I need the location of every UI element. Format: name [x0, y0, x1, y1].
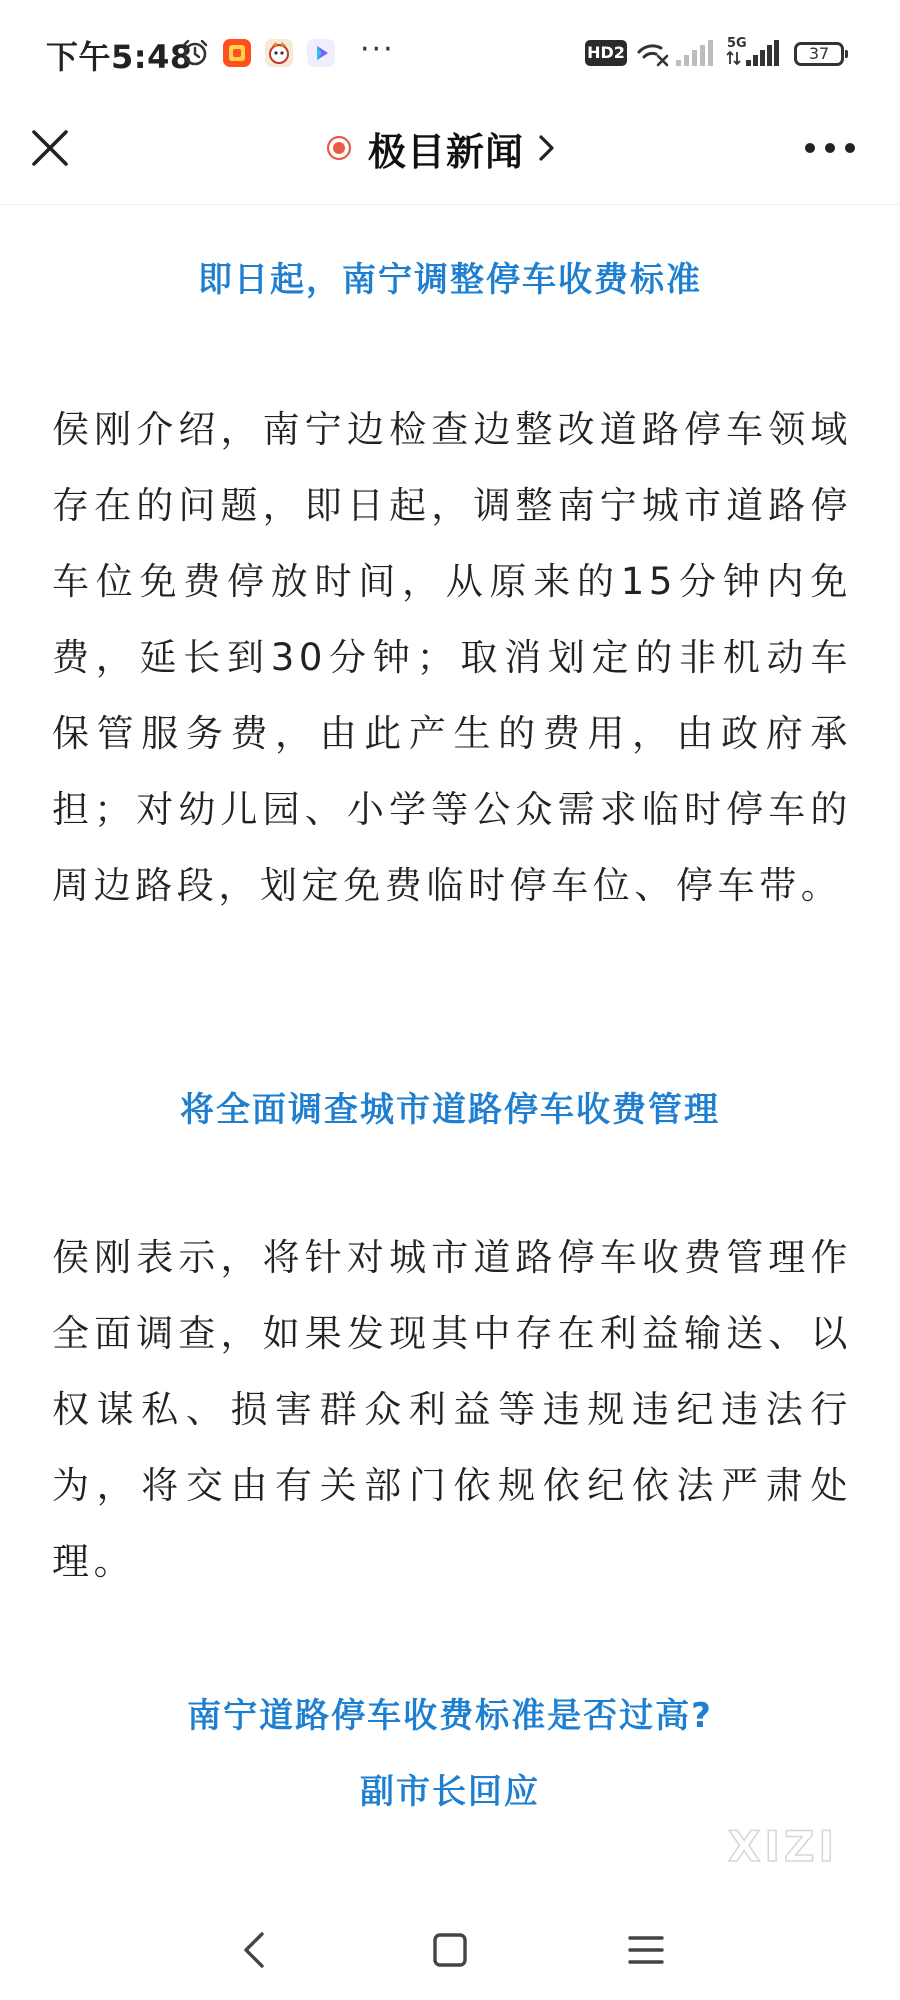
more-notifications-icon: ··· — [360, 32, 395, 67]
section-heading-3-line-1: 南宁道路停车收费标准是否过高? — [187, 1696, 713, 1736]
menu-icon[interactable] — [622, 1926, 670, 1974]
taobao-app-icon — [222, 38, 252, 68]
back-icon[interactable] — [232, 1926, 280, 1974]
article-paragraph-2: 侯刚表示，将针对城市道路停车收费管理作全面调查，如果发现其中存在利益输送、以权谋私、损害群众利益等违规违纪违法行为，将交由有关部门依规依纪依法严肃处理。 — [52, 1236, 852, 1583]
source-title-link[interactable] — [326, 120, 558, 176]
wifi-off-icon — [636, 38, 670, 68]
watermark-logo: XIZI — [728, 1822, 839, 1871]
article-paragraph-1: 侯刚介绍，南宁边检查边整改道路停车领域存在的问题，即日起，调整南宁城市道路停车位免费停放时间，从原来的15分钟内免费，延长到30分钟；取消划定的非机动车保管服务费，由此产生的费用，由政府承担；对幼儿园、小学等公众需求临时停车的周边路段，划定免费临时停车位、停车带。 — [52, 408, 852, 907]
video-app-icon — [306, 38, 336, 68]
status-bar — [0, 0, 900, 108]
svg-text:5G: 5G — [727, 36, 747, 51]
live-indicator-icon — [326, 135, 352, 161]
chevron-right-icon — [536, 133, 558, 163]
cartoon-app-icon — [264, 38, 294, 68]
home-square-icon[interactable] — [426, 1926, 474, 1974]
top-nav-bar — [0, 108, 900, 205]
hd-badge: HD2 — [585, 40, 627, 66]
status-time: 下午5:48 — [46, 38, 193, 76]
source-title: 极目新闻 — [368, 129, 525, 174]
signal-icon — [674, 38, 714, 68]
system-navigation-bar — [0, 1900, 900, 2000]
more-horizontal-icon[interactable] — [804, 136, 856, 160]
5g-signal-icon — [726, 34, 782, 70]
close-icon[interactable] — [26, 124, 74, 172]
battery-indicator: 37 — [794, 42, 844, 66]
section-heading-3-line-2: 副市长回应 — [360, 1772, 540, 1812]
section-heading-1: 即日起，南宁调整停车收费标准 — [198, 260, 702, 300]
alarm-icon — [180, 38, 210, 68]
section-heading-2: 将全面调查城市道路停车收费管理 — [180, 1090, 720, 1130]
